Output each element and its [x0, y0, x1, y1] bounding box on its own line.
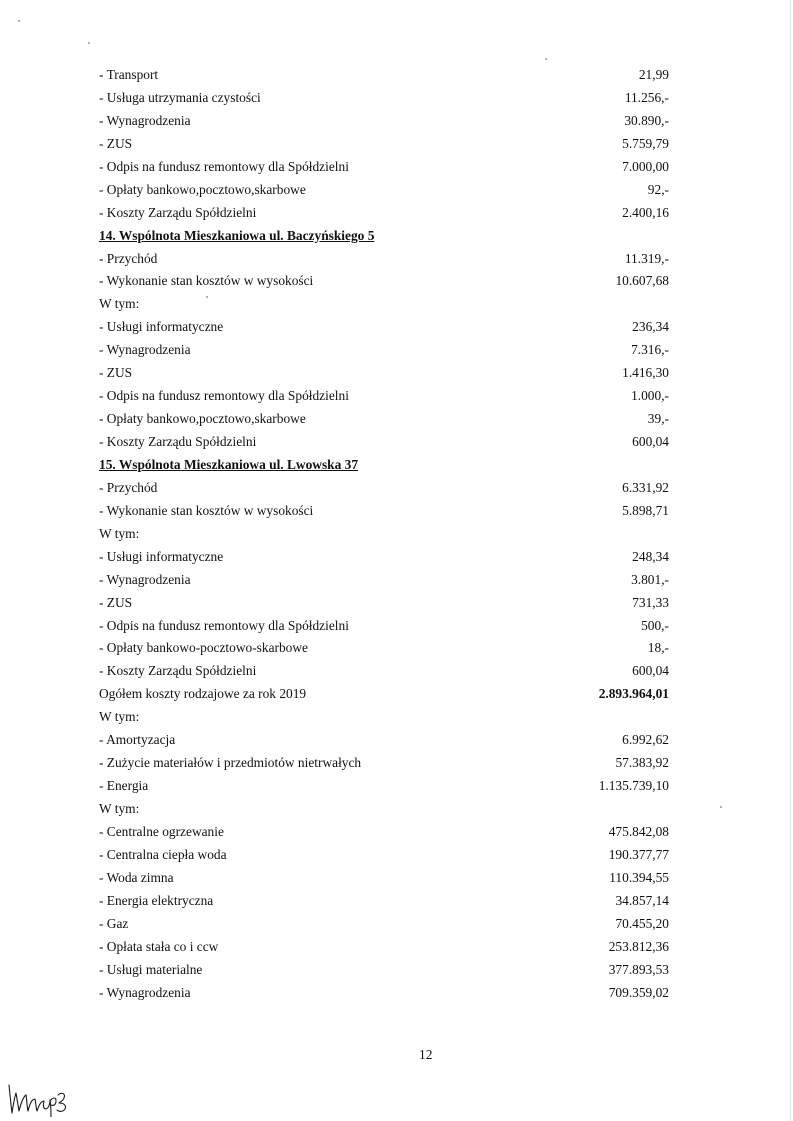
row-amount: 377.893,53	[608, 961, 669, 977]
scan-speck	[545, 58, 547, 60]
cost-item-row	[99, 936, 671, 959]
row-amount: 2.893.964,01	[598, 686, 669, 702]
row-amount: 21,99	[638, 67, 669, 82]
subheading-row	[99, 523, 671, 546]
row-amount: 2.400,16	[622, 204, 669, 220]
row-amount: 1.416,30	[622, 365, 669, 381]
row-amount: 10.607,68	[615, 273, 669, 289]
cost-item-row	[99, 775, 671, 798]
cost-item-row	[99, 615, 671, 638]
cost-item-row	[99, 913, 671, 936]
row-label: - ZUS	[99, 365, 133, 381]
row-amount: 1.000,-	[631, 388, 669, 404]
handwritten-signature	[6, 1077, 72, 1117]
row-label: - Opłaty bankowo,pocztowo,skarbowe	[99, 181, 306, 197]
scan-edge	[790, 0, 791, 1121]
row-amount: 253.812,36	[608, 938, 669, 954]
row-label: - Odpis na fundusz remontowy dla Spółdzielni	[99, 158, 349, 174]
row-label: 14. Wspólnota Mieszkaniowa ul. Baczyńskiego 5	[99, 227, 375, 243]
cost-item-row	[99, 477, 671, 500]
cost-item-row	[99, 248, 671, 271]
row-label: - Usługa utrzymania czystości	[99, 89, 261, 105]
row-amount: 709.359,02	[608, 984, 669, 1000]
cost-item-row	[99, 202, 671, 225]
cost-item-row	[99, 890, 671, 913]
row-label: - Usługi informatyczne	[99, 319, 224, 335]
row-label: - Opłaty bankowo,pocztowo,skarbowe	[99, 411, 306, 427]
row-label: - Przychód	[99, 250, 158, 266]
row-amount: 600,04	[632, 663, 669, 679]
row-amount: 236,34	[632, 319, 669, 335]
row-label: - Koszty Zarządu Spółdzielni	[99, 434, 257, 449]
cost-item-row	[99, 408, 671, 431]
row-amount: 92,-	[647, 181, 669, 197]
cost-item-row	[99, 660, 671, 683]
scan-speck	[18, 20, 20, 22]
row-amount: 30.890,-	[624, 112, 669, 128]
row-amount: 5.759,79	[622, 135, 669, 151]
row-amount: 34.857,14	[615, 892, 669, 908]
subheading-row	[99, 798, 671, 821]
row-label: - Przychód	[99, 479, 158, 495]
cost-item-row	[99, 592, 671, 615]
cost-item-row	[99, 431, 671, 454]
cost-item-row	[99, 270, 671, 293]
row-amount: 600,04	[632, 434, 669, 449]
row-label: - ZUS	[99, 594, 133, 610]
row-label: W tym:	[99, 801, 140, 816]
cost-item-row	[99, 637, 671, 660]
cost-item-row	[99, 546, 671, 569]
total-row	[99, 683, 671, 706]
cost-item-row	[99, 179, 671, 202]
row-label: - Wynagrodzenia	[99, 112, 191, 128]
row-label: - Centralna ciepła woda	[99, 846, 227, 862]
row-label: - Transport	[99, 67, 159, 82]
row-label: - Wynagrodzenia	[99, 571, 191, 587]
section-heading-row	[99, 225, 671, 248]
cost-item-row	[99, 339, 671, 362]
subheading-row	[99, 706, 671, 729]
row-amount: 70.455,20	[615, 915, 669, 931]
row-amount: 6.331,92	[622, 479, 669, 495]
cost-item-row	[99, 133, 671, 156]
cost-item-row	[99, 156, 671, 179]
row-label: - Centralne ogrzewanie	[99, 823, 224, 839]
cost-item-row	[99, 959, 671, 982]
section-heading-row	[99, 454, 671, 477]
row-label: - Koszty Zarządu Spółdzielni	[99, 204, 257, 220]
row-label: - Wykonanie stan kosztów w wysokości	[99, 502, 314, 518]
cost-item-row	[99, 385, 671, 408]
row-label: - Usługi materialne	[99, 961, 203, 977]
cost-item-row	[99, 982, 671, 1005]
row-label: - Opłata stała co i ccw	[99, 938, 219, 954]
page-number: 12	[419, 1047, 433, 1062]
row-amount: 7.000,00	[622, 158, 669, 174]
row-label: - Wynagrodzenia	[99, 342, 191, 358]
scan-speck	[206, 296, 208, 298]
row-amount: 18,-	[647, 640, 669, 656]
row-label: - Wykonanie stan kosztów w wysokości	[99, 273, 314, 289]
cost-item-row	[99, 110, 671, 133]
row-amount: 1.135.739,10	[598, 778, 669, 794]
row-label: - ZUS	[99, 135, 133, 151]
row-label: 15. Wspólnota Mieszkaniowa ul. Lwowska 37	[99, 456, 359, 472]
row-label: - Opłaty bankowo-pocztowo-skarbowe	[99, 640, 308, 656]
cost-item-row	[99, 316, 671, 339]
row-amount: 248,34	[632, 548, 669, 564]
cost-breakdown-list	[99, 64, 671, 1004]
row-amount: 5.898,71	[622, 502, 669, 518]
row-label: - Woda zimna	[99, 869, 174, 885]
row-label: - Energia elektryczna	[99, 892, 214, 908]
row-amount: 475.842,08	[608, 823, 669, 839]
row-amount: 500,-	[641, 617, 669, 633]
row-amount: 3.801,-	[631, 571, 669, 587]
subheading-row	[99, 293, 671, 316]
cost-item-row	[99, 821, 671, 844]
cost-item-row	[99, 500, 671, 523]
row-label: - Zużycie materiałów i przedmiotów nietrwałych	[99, 755, 362, 771]
row-label: - Wynagrodzenia	[99, 984, 191, 1000]
row-amount: 11.256,-	[624, 89, 669, 105]
row-label: W tym:	[99, 296, 140, 312]
cost-item-row	[99, 569, 671, 592]
cost-item-row	[99, 362, 671, 385]
row-label: - Odpis na fundusz remontowy dla Spółdzielni	[99, 388, 349, 404]
cost-item-row	[99, 64, 671, 87]
row-label: - Amortyzacja	[99, 732, 176, 748]
cost-item-row	[99, 729, 671, 752]
row-amount: 11.319,-	[624, 250, 669, 266]
row-label: - Odpis na fundusz remontowy dla Spółdzielni	[99, 617, 349, 633]
scan-speck	[720, 806, 722, 808]
row-label: W tym:	[99, 709, 140, 725]
row-amount: 7.316,-	[631, 342, 669, 358]
row-label: - Usługi informatyczne	[99, 548, 224, 564]
cost-item-row	[99, 752, 671, 775]
row-amount: 110.394,55	[609, 869, 669, 885]
scan-speck	[88, 42, 90, 44]
row-label: - Koszty Zarządu Spółdzielni	[99, 663, 257, 679]
row-amount: 57.383,92	[615, 755, 669, 771]
cost-item-row	[99, 844, 671, 867]
row-amount: 39,-	[647, 411, 669, 427]
row-amount: 731,33	[632, 594, 669, 610]
row-amount: 190.377,77	[608, 846, 669, 862]
row-label: - Energia	[99, 778, 149, 794]
row-label: - Gaz	[99, 915, 129, 931]
row-amount: 6.992,62	[622, 732, 669, 748]
row-label: W tym:	[99, 525, 140, 541]
cost-item-row	[99, 87, 671, 110]
row-label: Ogółem koszty rodzajowe za rok 2019	[99, 686, 307, 702]
cost-item-row	[99, 867, 671, 890]
